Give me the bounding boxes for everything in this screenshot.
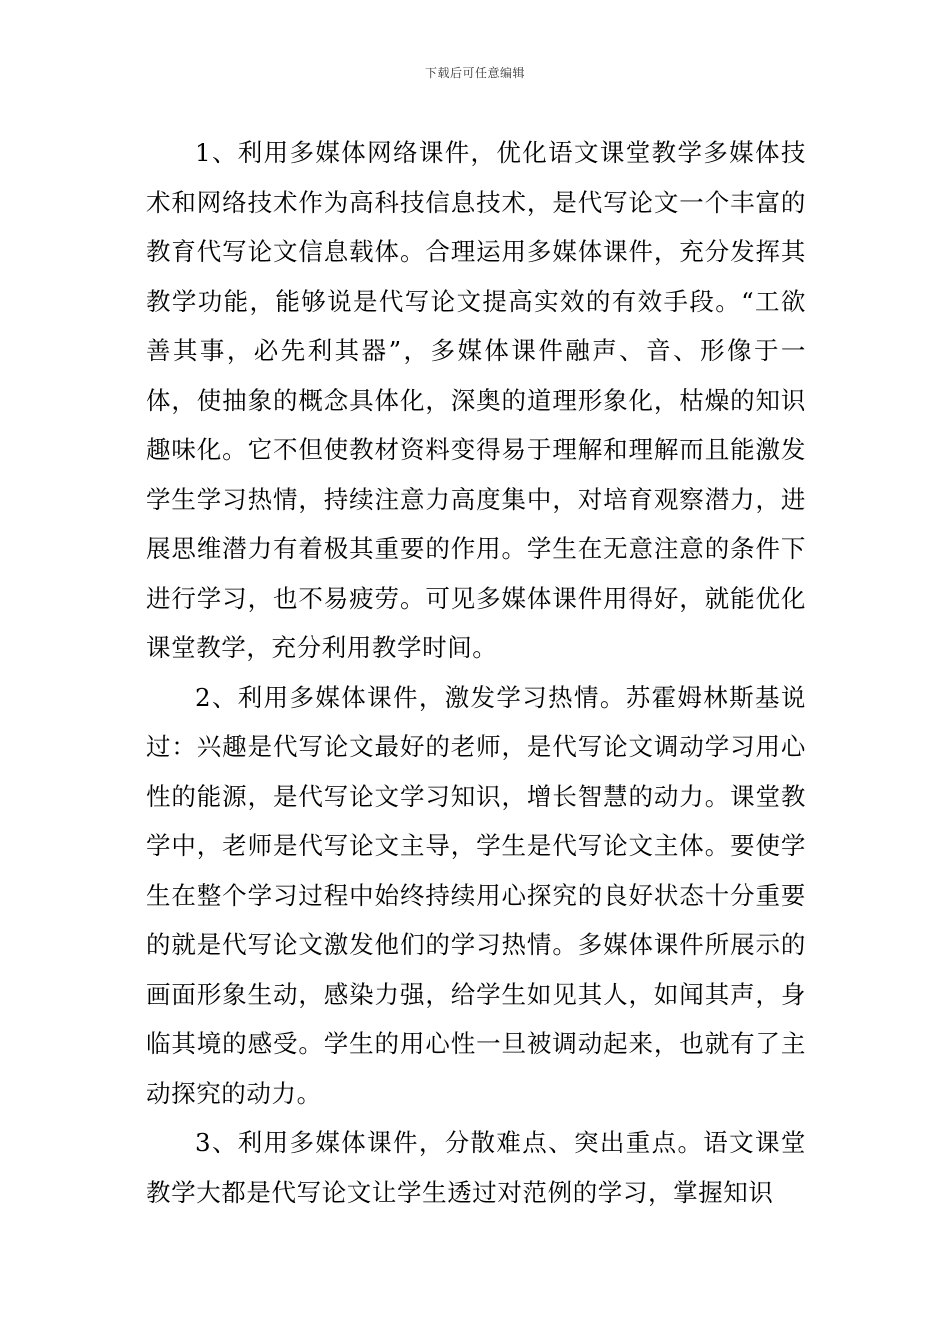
page-header: 下载后可任意编辑 bbox=[424, 66, 525, 80]
paragraph-2: 2、利用多媒体课件，激发学习热情。苏霍姆林斯基说过：兴趣是代写论文最好的老师，是代写论文调动学习用心性的能源，是代写论文学习知识，增长智慧的动力。课堂教学中，老师是代写论文主导，学生是代写论文主体。要使学生在整个学习过程中始终持续用心探究的良好状态十分重要的就是代写论文激发他们的学习热情。多媒体课件所展示的画面形象生动，感染力强，给学生如见其人，如闻其声，身临其境的感受。学生的用心性一旦被调动起来，也就有了主动探究的动力。 bbox=[146, 682, 806, 1108]
paragraph-3: 3、利用多媒体课件，分散难点、突出重点。语文课堂教学大都是代写论文让学生透过对范例的学习，掌握知识 bbox=[146, 1128, 806, 1207]
paragraph-1: 1、利用多媒体网络课件，优化语文课堂教学多媒体技术和网络技术作为高科技信息技术，是代写论文一个丰富的教育代写论文信息载体。合理运用多媒体课件，充分发挥其教学功能，能够说是代写论文提高实效的有效手段。“工欲善其事，必先利其器”，多媒体课件融声、音、形像于一体，使抽象的概念具体化，深奥的道理形象化，枯燥的知识趣味化。它不但使教材资料变得易于理解和理解而且能激发学生学习热情，持续注意力高度集中，对培育观察潜力，进展思维潜力有着极其重要的作用。学生在无意注意的条件下进行学习，也不易疲劳。可见多媒体课件用得好，就能优化课堂教学，充分利用教学时间。 bbox=[146, 138, 806, 662]
document-body bbox=[146, 128, 806, 1217]
